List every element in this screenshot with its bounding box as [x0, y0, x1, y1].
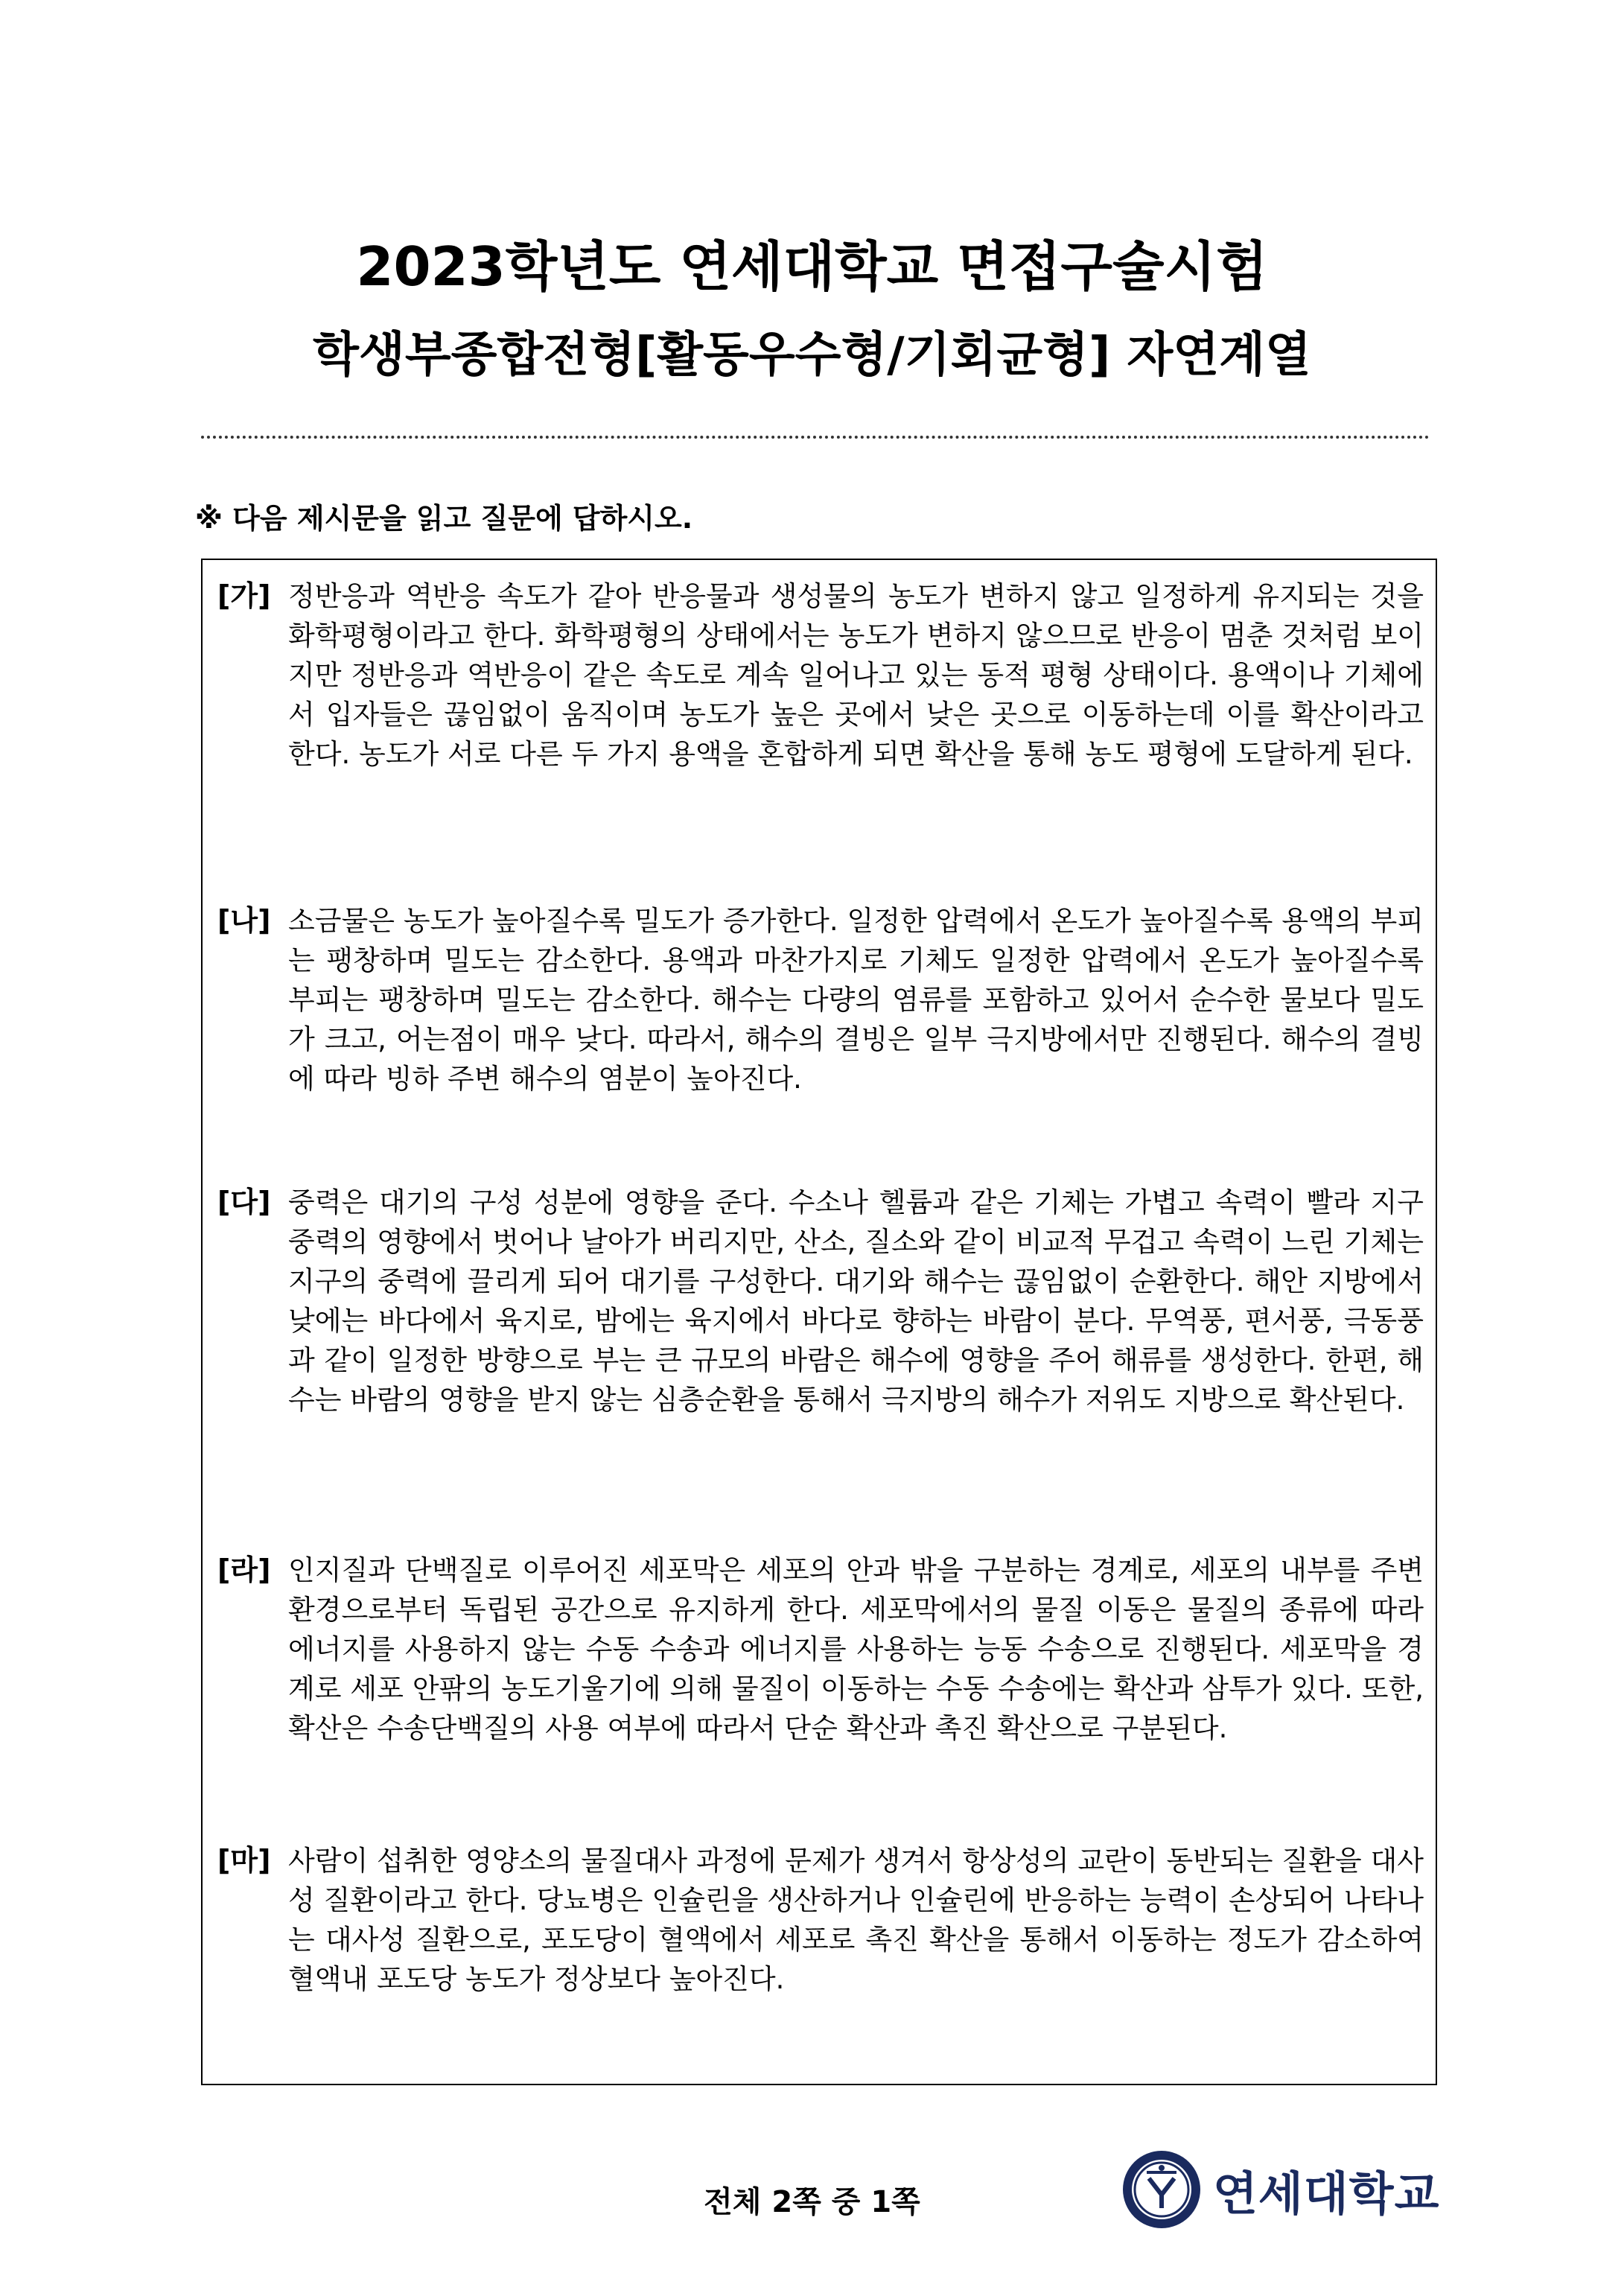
- page-number: 전체 2쪽 중 1쪽: [704, 2185, 920, 2219]
- dotted-divider: [201, 436, 1430, 439]
- passage-text: 사람이 섭취한 영양소의 물질대사 과정에 문제가 생겨서 항상성의 교란이 동반되는 질환을 대사성 질환이라고 한다. 당뇨병은 인슐린을 생산하거나 인슐린에 반응하는 능력이 손상되어 나타나는 대사성 질환으로, 포도당이 혈액에서 세포로 촉진 확산을 통해서 이동하는 정도가 감소하여 혈액내 포도당 농도가 정상보다 높아진다.: [288, 1845, 1424, 1995]
- passage-text: 중력은 대기의 구성 성분에 영향을 준다. 수소나 헬륨과 같은 기체는 가볍고 속력이 빨라 지구 중력의 영향에서 벗어나 날아가 버리지만, 산소, 질소와 같이 비교적 무겁고 속력이 느린 기체는 지구의 중력에 끌리게 되어 대기를 구성한다. 대기와 해수는 끊임없이 순환한다. 해안 지방에서 낮에는 바다에서 육지로, 밤에는 육지에서 바다로 향하는 바람이 분다. 무역풍, 편서풍, 극동풍과 같이 일정한 방향으로 부는 큰 규모의 바람은 해수에 영향을 주어 해류를 생성한다. 한편, 해수는 바람의 영향을 받지 않는 심층순환을 통해서 극지방의 해수가 저위도 지방으로 확산된다.: [288, 1186, 1424, 1416]
- page-subtitle: 학생부종합전형[활동우수형/기회균형] 자연계열: [313, 328, 1311, 383]
- passage-text: 정반응과 역반응 속도가 같아 반응물과 생성물의 농도가 변하지 않고 일정하게 유지되는 것을 화학평형이라고 한다. 화학평형의 상태에서는 농도가 변하지 않으므로 반응이 멈춘 것처럼 보이지만 정반응과 역반응이 같은 속도로 계속 일어나고 있는 동적 평형 상태이다. 용액이나 기체에서 입자들은 끊임없이 움직이며 농도가 높은 곳에서 낮은 곳으로 이동하는데 이를 확산이라고 한다. 농도가 서로 다른 두 가지 용액을 혼합하게 되면 확산을 통해 농도 평형에 도달하게 된다.: [288, 580, 1424, 770]
- passage-tag: [라]: [217, 1554, 271, 1586]
- passage-ma: [217, 1841, 1424, 1999]
- yonsei-emblem-icon: [1121, 2149, 1203, 2230]
- passage-ra: [217, 1551, 1424, 1748]
- passage-box: [201, 559, 1437, 2085]
- logo-wordmark: 연세대학교: [1213, 2166, 1440, 2221]
- passage-tag: [가]: [217, 579, 271, 612]
- passage-tag: [나]: [217, 904, 271, 937]
- instruction-text: ※ 다음 제시문을 읽고 질문에 답하시오.: [195, 502, 693, 535]
- passage-na: [217, 901, 1424, 1098]
- passage-text: 인지질과 단백질로 이루어진 세포막은 세포의 안과 밖을 구분하는 경계로, 세포의 내부를 주변 환경으로부터 독립된 공간으로 유지하게 한다. 세포막에서의 물질 이동은 물질의 종류에 따라 에너지를 사용하지 않는 수동 수송과 에너지를 사용하는 능동 수송으로 진행된다. 세포막을 경계로 세포 안팎의 농도기울기에 의해 물질이 이동하는 수동 수송에는 확산과 삼투가 있다. 또한, 확산은 수송단백질의 사용 여부에 따라서 단순 확산과 촉진 확산으로 구분된다.: [288, 1554, 1424, 1744]
- passage-da: [217, 1183, 1424, 1419]
- passage-tag: [마]: [217, 1844, 271, 1877]
- passage-ga: [217, 576, 1424, 774]
- passage-text: 소금물은 농도가 높아질수록 밀도가 증가한다. 일정한 압력에서 온도가 높아질수록 용액의 부피는 팽창하며 밀도는 감소한다. 용액과 마찬가지로 기체도 일정한 압력에서 온도가 높아질수록 부피는 팽창하며 밀도는 감소한다. 해수는 다량의 염류를 포함하고 있어서 순수한 물보다 밀도가 크고, 어는점이 매우 낮다. 따라서, 해수의 결빙은 일부 극지방에서만 진행된다. 해수의 결빙에 따라 빙하 주변 해수의 염분이 높아진다.: [288, 905, 1424, 1095]
- university-logo: [1121, 2149, 1439, 2230]
- passage-tag: [다]: [217, 1186, 271, 1218]
- page-title: 2023학년도 연세대학교 면접구술시험: [356, 235, 1268, 298]
